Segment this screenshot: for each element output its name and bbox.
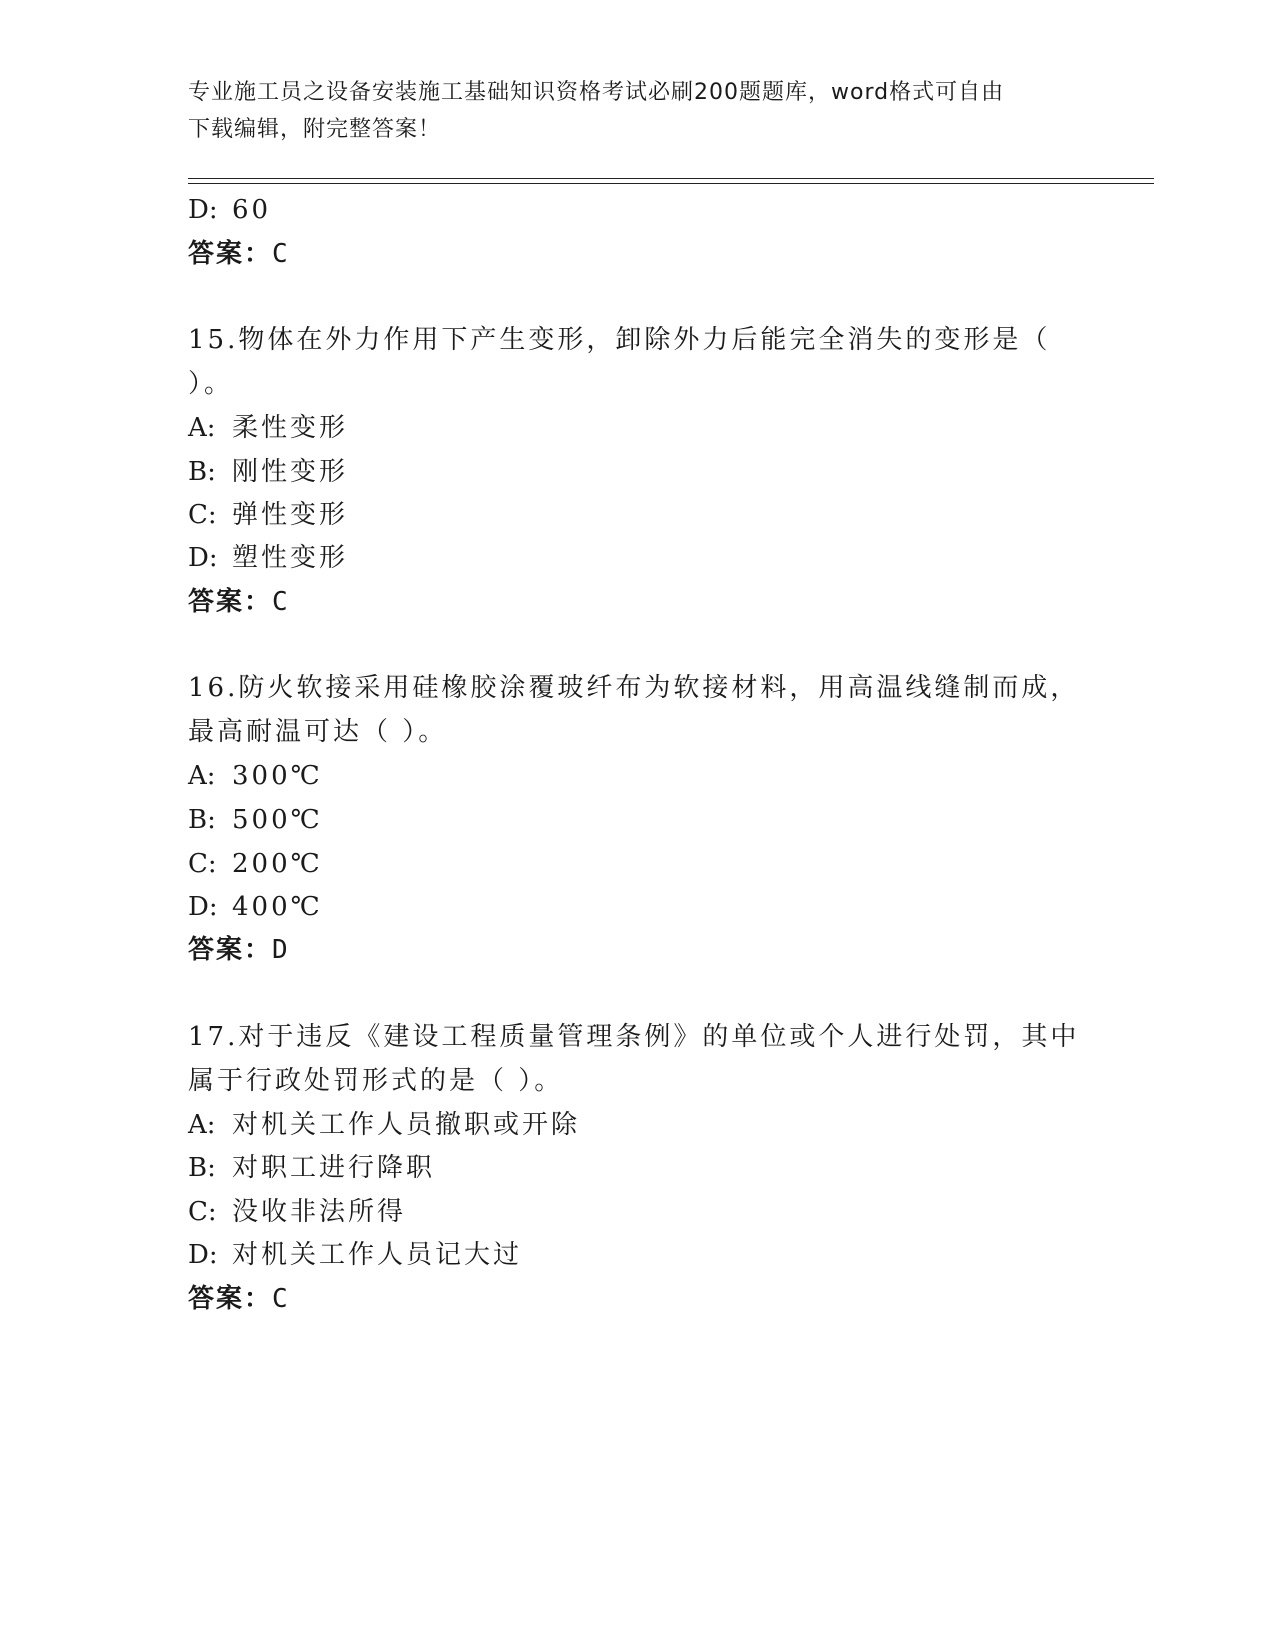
answer-value: D [272,935,290,965]
answer-label: 答案： [188,239,273,269]
question-17-option-c [188,1192,406,1232]
option-key: B: [188,1153,216,1183]
option-text: 60 [232,195,272,225]
question-17-option-a [188,1105,580,1145]
option-key: D: [188,195,218,225]
question-16-stem-line-1: 16.防火软接采用硅橡胶涂覆玻纤布为软接材料，用高温线缝制而成， [188,673,1080,703]
header-divider-top [188,178,1154,179]
page-header [188,74,1068,148]
question-15-option-d [188,538,348,578]
question-17-stem-line-2: 属于行政处罚形式的是（ ）。 [188,1066,564,1096]
option-text: 200℃ [232,849,323,879]
option-key: C: [188,500,217,530]
header-divider-bottom [188,183,1154,184]
answer-value: C [272,587,290,617]
option-key: A: [188,1110,216,1140]
option-text: 300℃ [232,761,323,791]
answer-label: 答案： [188,935,273,965]
option-text: 柔性变形 [232,413,349,443]
option-text: 弹性变形 [232,500,349,530]
answer-label: 答案： [188,1284,273,1314]
option-key: A: [188,761,216,791]
option-key: D: [188,1240,218,1270]
option-text: 没收非法所得 [232,1197,407,1227]
option-key: C: [188,1197,217,1227]
question-17-option-b [188,1148,435,1188]
option-key: C: [188,849,217,879]
option-text: 刚性变形 [232,457,349,487]
option-key: A: [188,413,216,443]
question-17-option-d [188,1235,522,1275]
option-text: 500℃ [232,805,323,835]
option-key: B: [188,457,216,487]
option-key: D: [188,892,218,922]
question-16-option-d [188,887,323,927]
header-title-line-1: 专业施工员之设备安装施工基础知识资格考试必刷200题题库，word格式可自由 [188,80,1005,105]
question-16-option-a [188,756,323,796]
question-15-answer [188,582,290,622]
question-15-option-a [188,408,348,448]
option-d [188,190,271,230]
question-17-stem-line-1: 17.对于违反《建设工程质量管理条例》的单位或个人进行处罚，其中 [188,1022,1080,1052]
question-16-answer [188,930,290,970]
question-16-option-b [188,800,323,840]
option-text: 对机关工作人员记大过 [232,1240,523,1270]
question-15-stem-line-2: ）。 [188,369,234,399]
question-16-option-c [188,844,323,884]
question-15-option-c [188,495,348,535]
option-key: B: [188,805,216,835]
answer-label: 答案： [188,587,273,617]
option-text: 对机关工作人员撤职或开除 [232,1110,581,1140]
option-text: 塑性变形 [232,543,349,573]
header-title-line-2: 下载编辑，附完整答案！ [188,117,442,142]
question-17-answer [188,1279,290,1319]
answer-value: C [272,1284,290,1314]
option-text: 400℃ [232,892,323,922]
answer-value: C [272,239,290,269]
question-16-stem-line-2: 最高耐温可达（ ）。 [188,717,448,747]
question-15-option-b [188,452,348,492]
question-15-stem-line-1: 15.物体在外力作用下产生变形，卸除外力后能完全消失的变形是（ [188,325,1051,355]
answer-line [188,234,290,274]
option-key: D: [188,543,218,573]
option-text: 对职工进行降职 [232,1153,436,1183]
